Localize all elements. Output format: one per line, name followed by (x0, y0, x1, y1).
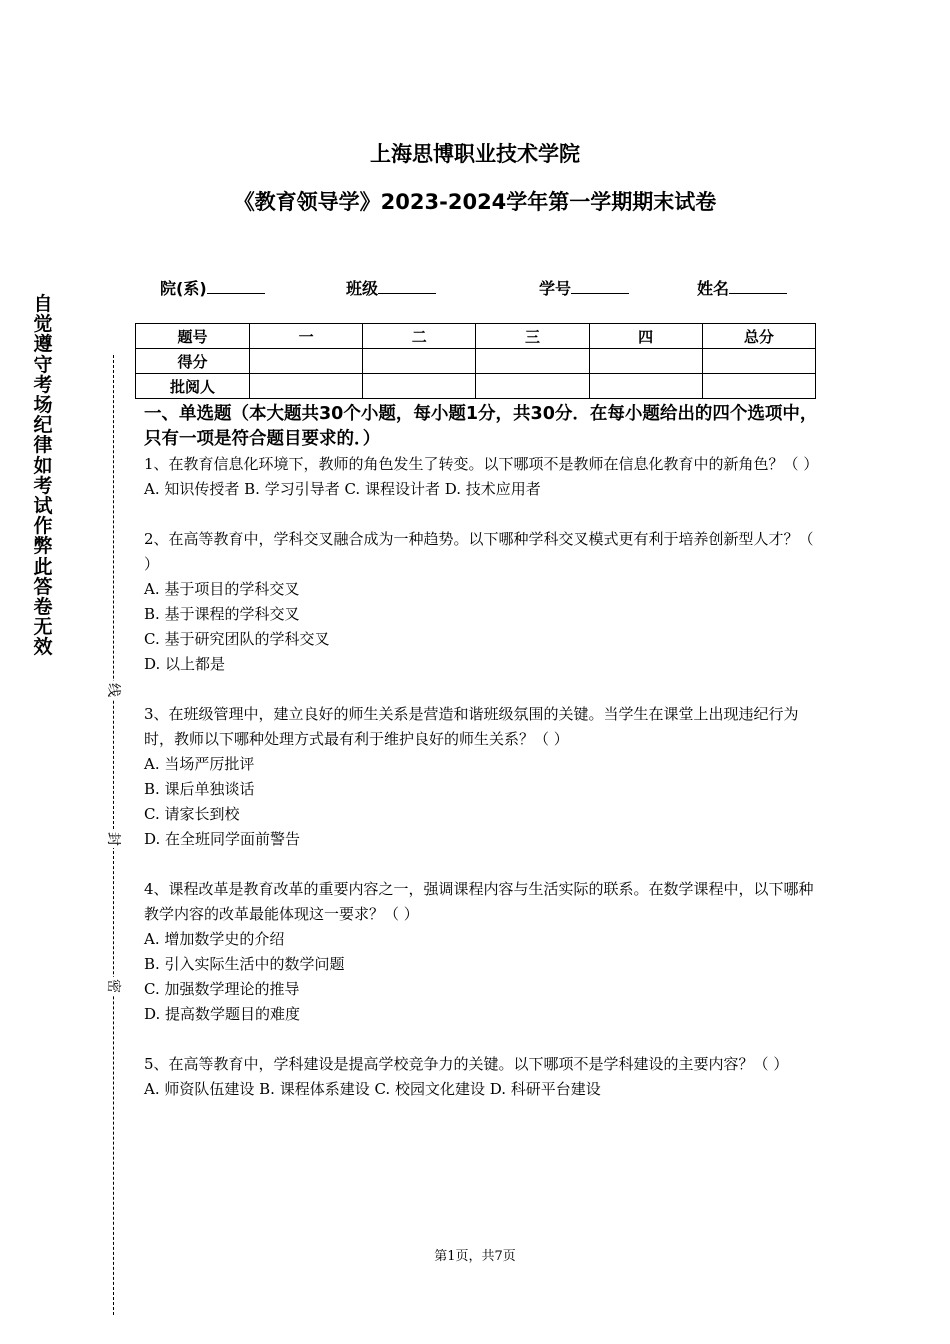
score-row (136, 349, 816, 374)
department-blank[interactable] (207, 279, 265, 294)
grader-row (136, 374, 816, 399)
school-name: 上海思博职业技术学院 (370, 142, 580, 166)
option-d[interactable]: D. 在全班同学面前警告 (144, 830, 301, 848)
question-options[interactable]: A. 师资队伍建设 B. 课程体系建设 C. 校园文化建设 D. 科研平台建设 (144, 1080, 601, 1098)
question-stem: 1、在教育信息化环境下，教师的角色发生了转变。以下哪项不是教师在信息化教育中的新角色？（ ） (144, 455, 819, 473)
seal-mark: 封 (105, 832, 121, 846)
option-c[interactable]: C. 基于研究团队的学科交叉 (144, 630, 330, 648)
score-header-cell: 总分 (702, 324, 815, 349)
class-label: 班级 (346, 279, 379, 298)
class-field[interactable] (346, 276, 436, 299)
grader-cell[interactable] (476, 374, 589, 399)
option-b[interactable]: B. 基于课程的学科交叉 (144, 605, 300, 623)
secret-mark: 密 (105, 979, 121, 993)
score-header-cell: 一 (250, 324, 363, 349)
option-b[interactable]: B. 引入实际生活中的数学问题 (144, 955, 345, 973)
option-c[interactable]: C. 请家长到校 (144, 805, 240, 823)
score-header-cell: 四 (589, 324, 702, 349)
student-id-blank[interactable] (571, 279, 629, 294)
student-id-label: 学号 (539, 279, 572, 298)
question-stem: 4、课程改革是教育改革的重要内容之一，强调课程内容与生活实际的联系。在数学课程中，以下哪种教学内容的改革最能体现这一要求？（ ） (144, 880, 814, 923)
line-mark: 线 (105, 683, 121, 697)
question-1 (144, 452, 824, 502)
score-cell[interactable] (363, 349, 476, 374)
question-2 (144, 527, 824, 677)
name-blank[interactable] (729, 279, 787, 294)
section-heading: 一、单选题（本大题共30个小题，每小题1分，共30分．在每小题给出的四个选项中，只有一项是符合题目要求的．） (144, 404, 818, 449)
exam-content (144, 402, 824, 1127)
score-cell[interactable] (589, 349, 702, 374)
score-header-cell: 二 (363, 324, 476, 349)
exam-title: 《教育领导学》2023-2024学年第一学期期末试卷 (233, 190, 717, 214)
student-id-field[interactable] (539, 276, 629, 299)
grader-cell[interactable] (702, 374, 815, 399)
score-table (135, 323, 816, 399)
page-number: 第1页，共7页 (434, 1249, 516, 1264)
name-label: 姓名 (697, 279, 730, 298)
option-b[interactable]: B. 课后单独谈话 (144, 780, 255, 798)
score-row-label: 得分 (136, 349, 250, 374)
score-header-cell: 题号 (136, 324, 250, 349)
question-3 (144, 702, 824, 852)
option-c[interactable]: C. 加强数学理论的推导 (144, 980, 300, 998)
name-field[interactable] (697, 276, 787, 299)
class-blank[interactable] (378, 279, 436, 294)
question-4 (144, 877, 824, 1027)
question-stem: 3、在班级管理中，建立良好的师生关系是营造和谐班级氛围的关键。当学生在课堂上出现违纪行为时，教师以下哪种处理方式最有利于维护良好的师生关系？（ ） (144, 705, 799, 748)
question-stem: 2、在高等教育中，学科交叉融合成为一种趋势。以下哪种学科交叉模式更有利于培养创新型人才？（ ） (144, 530, 814, 573)
question-5 (144, 1052, 824, 1102)
option-d[interactable]: D. 提高数学题目的难度 (144, 1005, 301, 1023)
score-cell[interactable] (476, 349, 589, 374)
question-stem: 5、在高等教育中，学科建设是提高学校竞争力的关键。以下哪项不是学科建设的主要内容？（ ） (144, 1055, 789, 1073)
score-table-header-row (136, 324, 816, 349)
exam-discipline-notice: 自觉遵守考场纪律如考试作弊此答卷无效 (33, 293, 53, 659)
question-options[interactable]: A. 知识传授者 B. 学习引导者 C. 课程设计者 D. 技术应用者 (144, 480, 541, 498)
option-a[interactable]: A. 基于项目的学科交叉 (144, 580, 300, 598)
grader-row-label: 批阅人 (136, 374, 250, 399)
grader-cell[interactable] (589, 374, 702, 399)
grader-cell[interactable] (250, 374, 363, 399)
department-field[interactable] (160, 276, 265, 299)
option-d[interactable]: D. 以上都是 (144, 655, 226, 673)
score-cell[interactable] (250, 349, 363, 374)
option-a[interactable]: A. 当场严厉批评 (144, 755, 255, 773)
score-cell[interactable] (702, 349, 815, 374)
option-a[interactable]: A. 增加数学史的介绍 (144, 930, 285, 948)
department-label: 院(系) (160, 279, 207, 298)
grader-cell[interactable] (363, 374, 476, 399)
score-header-cell: 三 (476, 324, 589, 349)
